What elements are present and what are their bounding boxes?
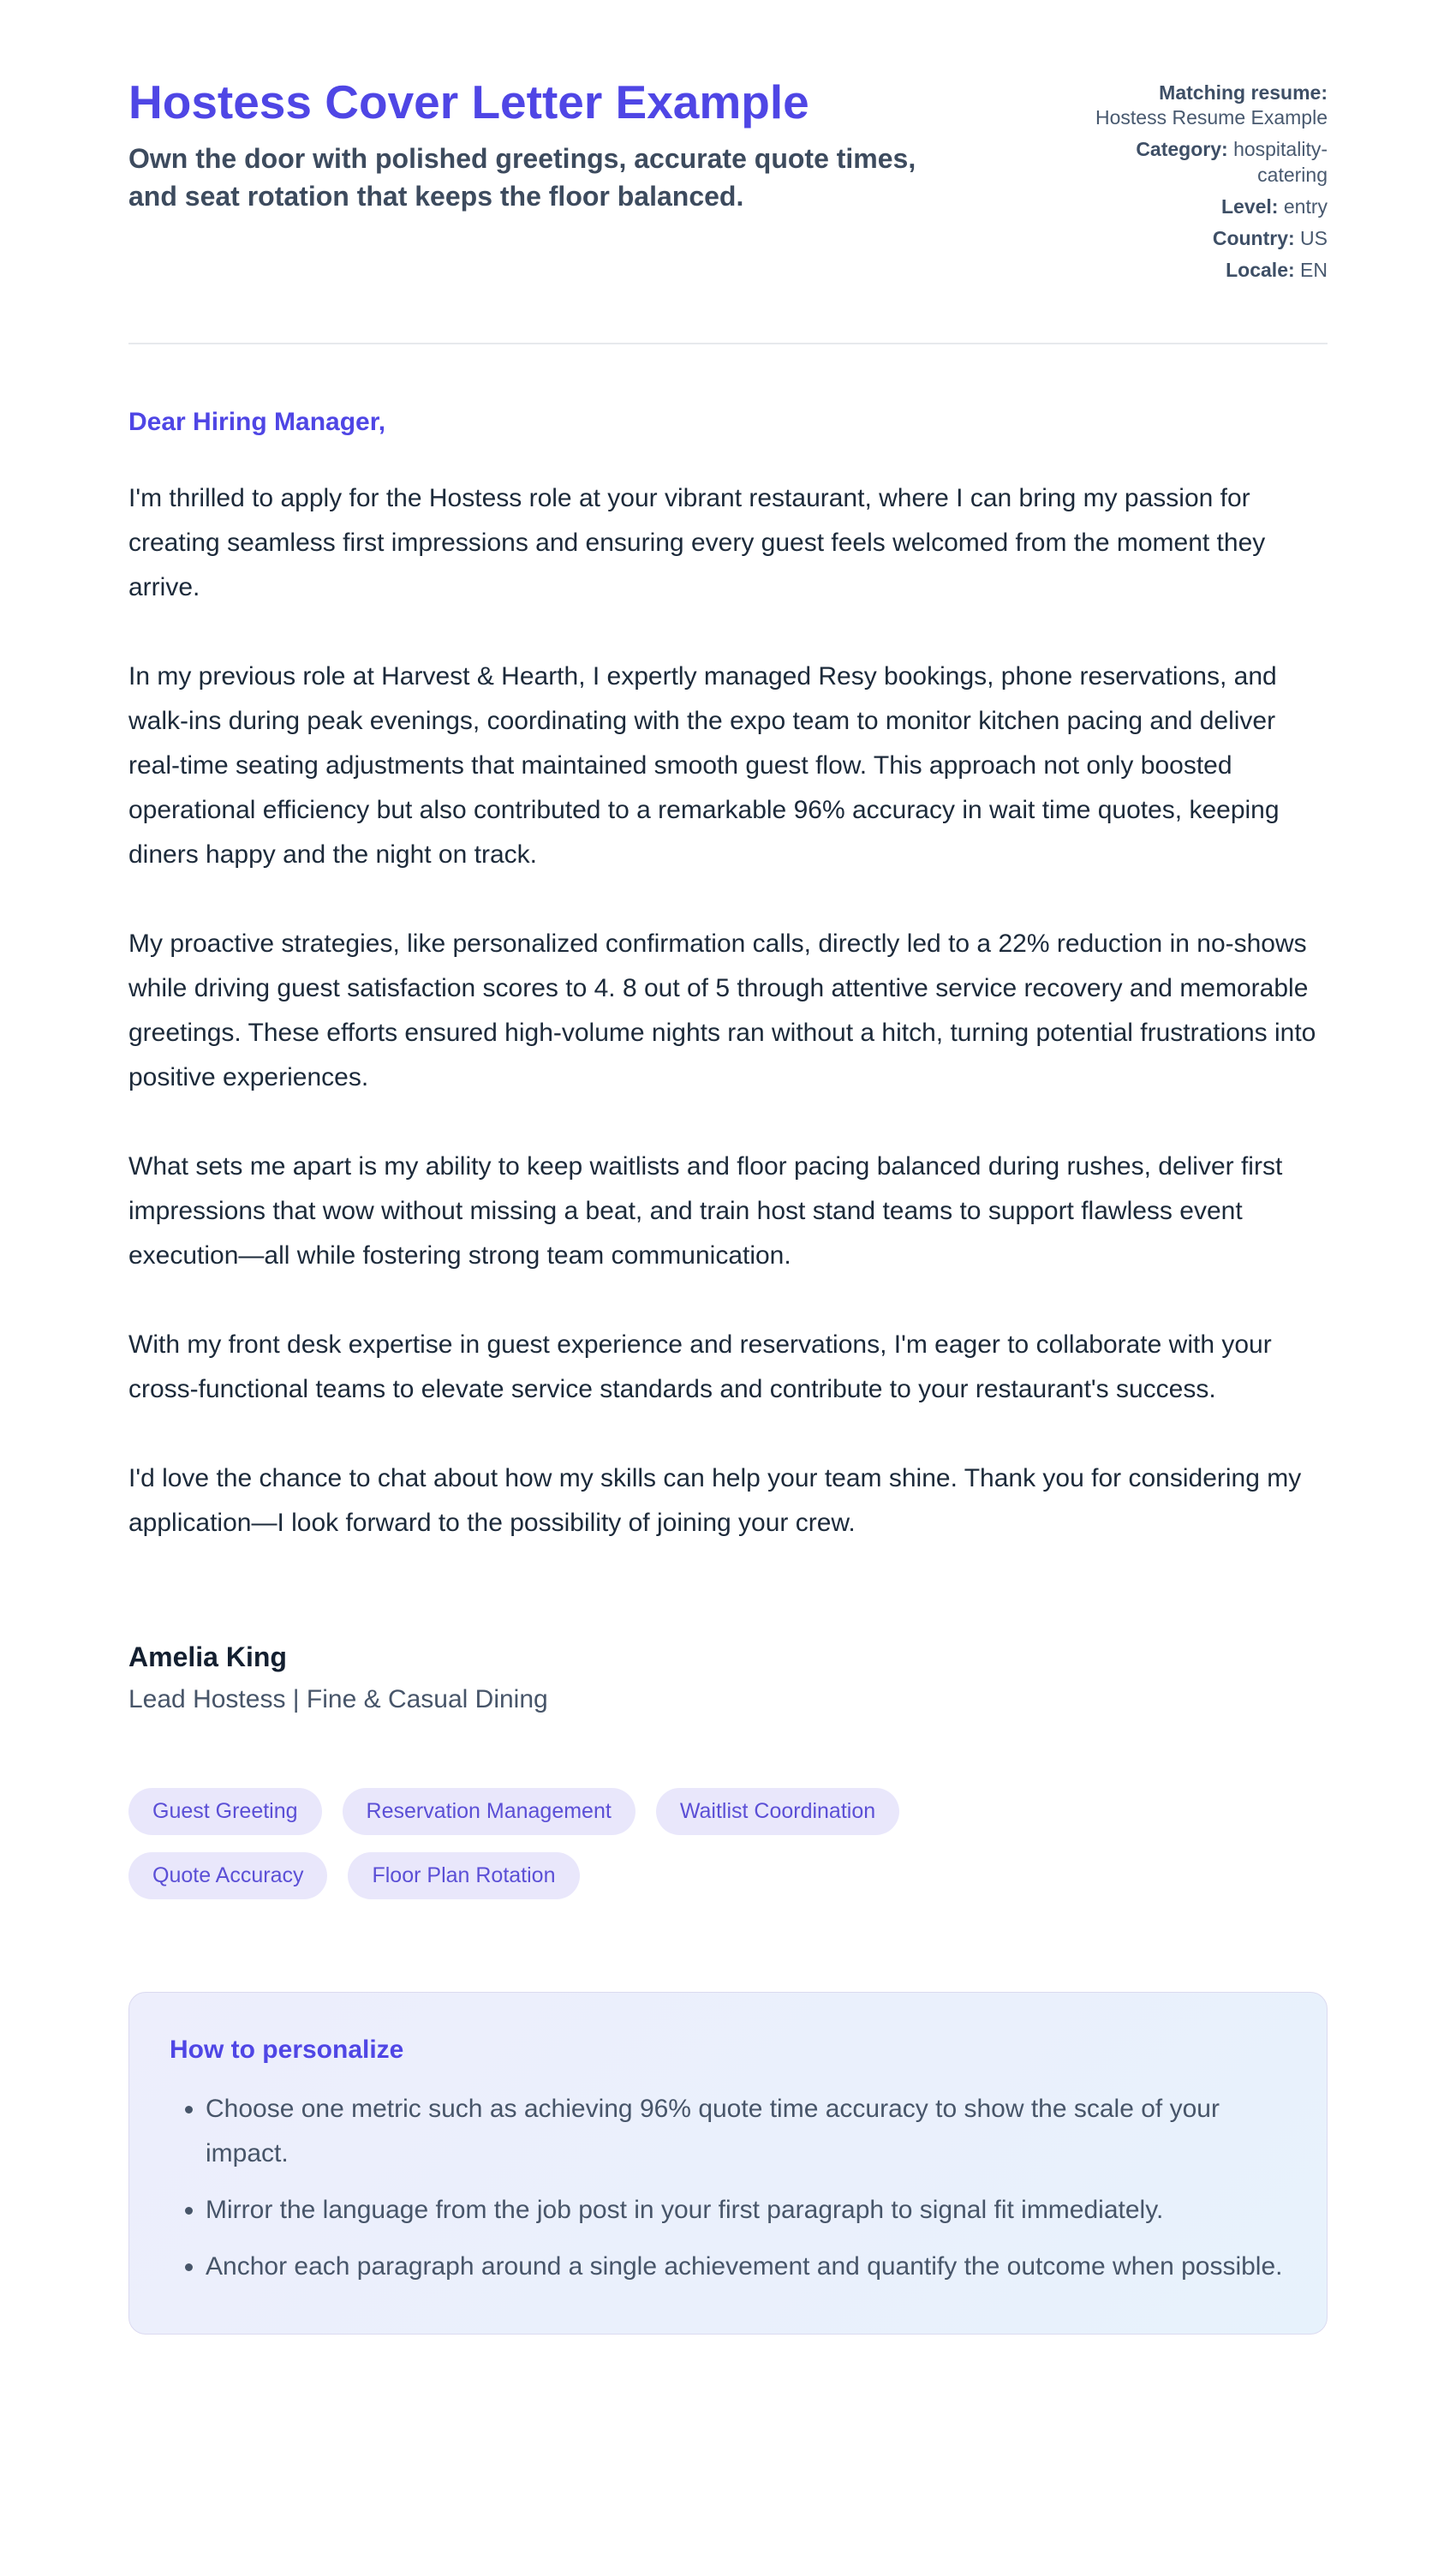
meta-item-country xyxy=(1088,226,1328,251)
meta-panel xyxy=(1088,81,1328,290)
cover-letter xyxy=(128,408,1328,2335)
meta-item-level xyxy=(1088,194,1328,219)
personalize-tips-box xyxy=(128,1992,1328,2335)
signature-role: Lead Hostess | Fine & Casual Dining xyxy=(128,1685,548,1714)
divider xyxy=(128,343,1328,344)
meta-item-locale xyxy=(1088,258,1328,283)
letter-paragraph: I'm thrilled to apply for the Hostess role at your vibrant restaurant, where I can bring my passion for creating seamless first impressions and ensuring every guest feels welcomed from the moment they arrive. xyxy=(128,484,1266,602)
skill-tag: Waitlist Coordination xyxy=(656,1788,899,1835)
meta-label: Matching resume: xyxy=(1159,81,1328,104)
meta-label: Level: xyxy=(1220,194,1279,218)
meta-label: Locale: xyxy=(1226,259,1295,282)
meta-value: Hostess Resume Example xyxy=(1095,106,1328,129)
header-title-block xyxy=(128,75,968,216)
skill-tag: Quote Accuracy xyxy=(128,1852,327,1899)
signature-name: Amelia King xyxy=(128,1641,287,1673)
letter-paragraph: I'd love the chance to chat about how my skills can help your team shine. Thank you for considering my application—I look forward to the possibility of joining your crew. xyxy=(128,1464,1302,1538)
letter-paragraph: In my previous role at Harvest & Hearth, I expertly managed Resy bookings, phone reservations, and walk-ins during peak evenings, coordinating with the expo team to monitor kitchen pacing and deliver real-time seating adjustments that maintained smooth guest flow. This approach not only boosted operational efficiency but also contributed to a remarkable 96% accuracy in wait time quotes, keeping diners happy and the night on track. xyxy=(128,662,1280,870)
header xyxy=(128,75,1328,290)
letter-paragraph: What sets me apart is my ability to keep waitlists and floor pacing balanced during rushes, deliver first impressions that wow without missing a beat, and train host stand teams to support flawless event execution—all while fostering strong team communication. xyxy=(128,1152,1283,1271)
tips-list xyxy=(170,2087,1284,2289)
skill-tag: Reservation Management xyxy=(343,1788,636,1835)
meta-item-matching-resume xyxy=(1088,81,1328,130)
page-subtitle: Own the door with polished greetings, accurate quote times, and seat rotation that keeps the floor balanced. xyxy=(128,143,916,212)
meta-value: EN xyxy=(1300,259,1328,282)
letter-paragraph: My proactive strategies, like personalized confirmation calls, directly led to a 22% reduction in no-shows while driving guest satisfaction scores to 4. 8 out of 5 through attentive service recovery and memorable greetings. These efforts ensured high-volume nights ran without a hitch, turning potential frustrations into positive experiences. xyxy=(128,930,1316,1092)
meta-item-category xyxy=(1088,137,1328,187)
tip-item: • Mirror the language from the job post in your first paragraph to signal fit immediately. xyxy=(206,2188,1284,2233)
meta-value: hospitality-catering xyxy=(1233,138,1328,186)
meta-value: entry xyxy=(1283,194,1328,218)
meta-label: Category: xyxy=(1136,138,1228,161)
tip-item: • Choose one metric such as achieving 96% quote time accuracy to show the scale of your impact. xyxy=(206,2087,1284,2176)
skill-tags xyxy=(128,1788,1088,1899)
meta-label: Country: xyxy=(1212,227,1295,250)
signature-block xyxy=(128,1641,1328,1714)
page-title: Hostess Cover Letter Example xyxy=(128,75,809,129)
skill-tag: Floor Plan Rotation xyxy=(348,1852,579,1899)
letter-paragraph: With my front desk expertise in guest experience and reservations, I'm eager to collaborate with your cross-functional teams to elevate service standards and contribute to your restaurant's success. xyxy=(128,1330,1272,1404)
tips-title: How to personalize xyxy=(170,2036,404,2065)
page xyxy=(128,0,1328,2420)
tip-item: • Anchor each paragraph around a single achievement and quantify the outcome when possible. xyxy=(206,2245,1284,2289)
skill-tag: Guest Greeting xyxy=(128,1788,322,1835)
meta-value: US xyxy=(1300,227,1328,250)
salutation: Dear Hiring Manager, xyxy=(128,408,386,437)
